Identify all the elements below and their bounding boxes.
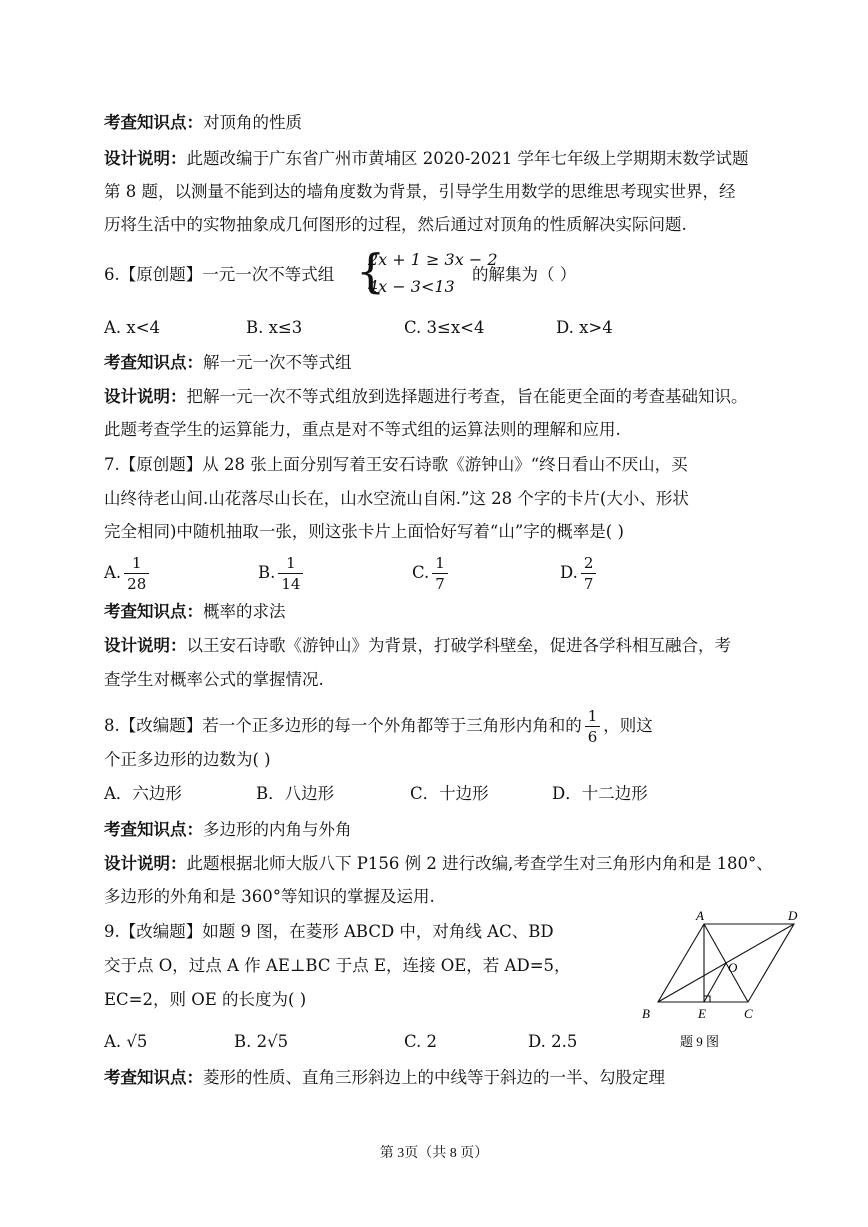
q6-option-d: D. x>4 [556, 318, 613, 337]
label-c: C [744, 1006, 753, 1021]
label-d: D [788, 908, 798, 923]
q6-design-line-1: 设计说明：把解一元一次不等式组放到选择题进行考查，旨在能更全面的考查基础知识。 [104, 387, 748, 406]
q8-option-a: A．六边形 [104, 784, 182, 803]
q7-design-line-1: 设计说明：以王安石诗歌《游钟山》为背景，打破学科壁垒，促进各学科相互融合，考 [104, 636, 731, 655]
q6-stem-post: 的解集为（ ） [472, 265, 577, 284]
q7-design-line-2: 查学生对概率公式的掌握情况. [104, 670, 324, 689]
q8-option-c: C．十边形 [410, 784, 489, 803]
q7-kp-line: 考查知识点：概率的求法 [104, 602, 286, 621]
q9-option-d: D. 2.5 [528, 1032, 578, 1051]
q6-stem-pre: 6.【原创题】一元一次不等式组 [104, 265, 335, 284]
design-label: 设计说明： [104, 149, 187, 168]
q9-option-c: C. 2 [404, 1032, 438, 1051]
kp-text: 对顶角的性质 [203, 113, 302, 132]
q9-kp-line: 考查知识点：菱形的性质、直角三形斜边上的中线等于斜边的一半、勾股定理 [104, 1068, 665, 1087]
q8-stem-line-2: 个正多边形的边数为( ) [104, 750, 271, 769]
q6-option-c: C. 3≤x<4 [404, 318, 485, 337]
q9-option-a: A. √5 [104, 1032, 148, 1051]
figure-caption: 题 9 图 [680, 1034, 720, 1049]
q7-option-b: B. $\frac{1}{14}$ [258, 553, 306, 594]
q6-option-b: B. x≤3 [246, 318, 303, 337]
design-line-prev-2: 第 8 题，以测量不能到达的墙角度数为背景，引导学生用数学的思维思考现实世界，经 [104, 182, 736, 201]
kp-line-prev [104, 111, 302, 135]
q8-kp-line: 考查知识点：多边形的内角与外角 [104, 820, 352, 839]
label-e: E [698, 1006, 706, 1021]
q7-stem-line-1: 7.【原创题】从 28 张上面分别写着王安石诗歌《游钟山》“终日看山不厌山，买 [104, 455, 688, 474]
design-line-prev-3: 历将生活中的实物抽象成几何图形的过程，然后通过对顶角的性质解决实际问题. [104, 215, 687, 234]
design-line-prev-1: 设计说明：此题改编于广东省广州市黄埔区 2020-2021 学年七年级上学期期末数学试题 [104, 149, 749, 168]
q7-option-d: D. $\frac{2}{7}$ [560, 553, 599, 594]
q6-design-line-2: 此题考查学生的运算能力，重点是对不等式组的运算法则的理解和应用. [104, 420, 621, 439]
q9-stem-line-1: 9.【改编题】如题 9 图，在菱形 ABCD 中，对角线 AC、BD [104, 922, 554, 941]
q6-brace: { [356, 244, 386, 298]
q7-stem-line-3: 完全相同)中随机抽取一张，则这张卡片上面恰好写着“山”字的概率是( ) [104, 522, 624, 541]
q6-inequality-1: 2x + 1 ≥ 3x − 2 [368, 250, 498, 269]
q8-option-d: D．十二边形 [552, 784, 648, 803]
q8-fraction: $\frac{1}{6}$ [585, 706, 601, 747]
label-o: O [728, 960, 738, 975]
label-b: B [642, 1006, 650, 1021]
q8-design-line-1: 设计说明：此题根据北师大版八下 P156 例 2 进行改编,考查学生对三角形内角和是 180°、 [104, 854, 773, 873]
q6-inequality-2: 4x − 3<13 [368, 277, 455, 296]
q7-stem-line-2: 山终待老山间.山花落尽山长在，山水空流山自闲.”这 28 个字的卡片(大小、形状 [104, 489, 689, 508]
q9-rhombus-figure [636, 908, 816, 1056]
kp-label: 考查知识点： [104, 113, 203, 132]
q7-option-a: A. $\frac{1}{28}$ [104, 553, 152, 594]
label-a: A [696, 908, 704, 923]
q9-option-b: B. 2√5 [234, 1032, 289, 1051]
q9-stem-line-2: 交于点 O，过点 A 作 AE⊥BC 于点 E，连接 OE，若 AD=5， [104, 956, 571, 975]
q8-option-b: B．八边形 [256, 784, 335, 803]
q8-design-line-2: 多边形的外角和是 360°等知识的掌握及运用. [104, 887, 435, 906]
q8-stem-line-1: 8.【改编题】若一个正多边形的每一个外角都等于三角形内角和的 $\frac{1}{6}$ ，则这 [104, 707, 653, 746]
q9-stem-line-3: EC=2，则 OE 的长度为( ) [104, 990, 307, 1009]
q6-option-a: A. x<4 [104, 318, 161, 337]
page-footer: 第 3页（共 8 页） [379, 1146, 489, 1161]
q7-option-c: C. $\frac{1}{7}$ [412, 553, 451, 594]
q6-kp-line: 考查知识点：解一元一次不等式组 [104, 353, 352, 372]
